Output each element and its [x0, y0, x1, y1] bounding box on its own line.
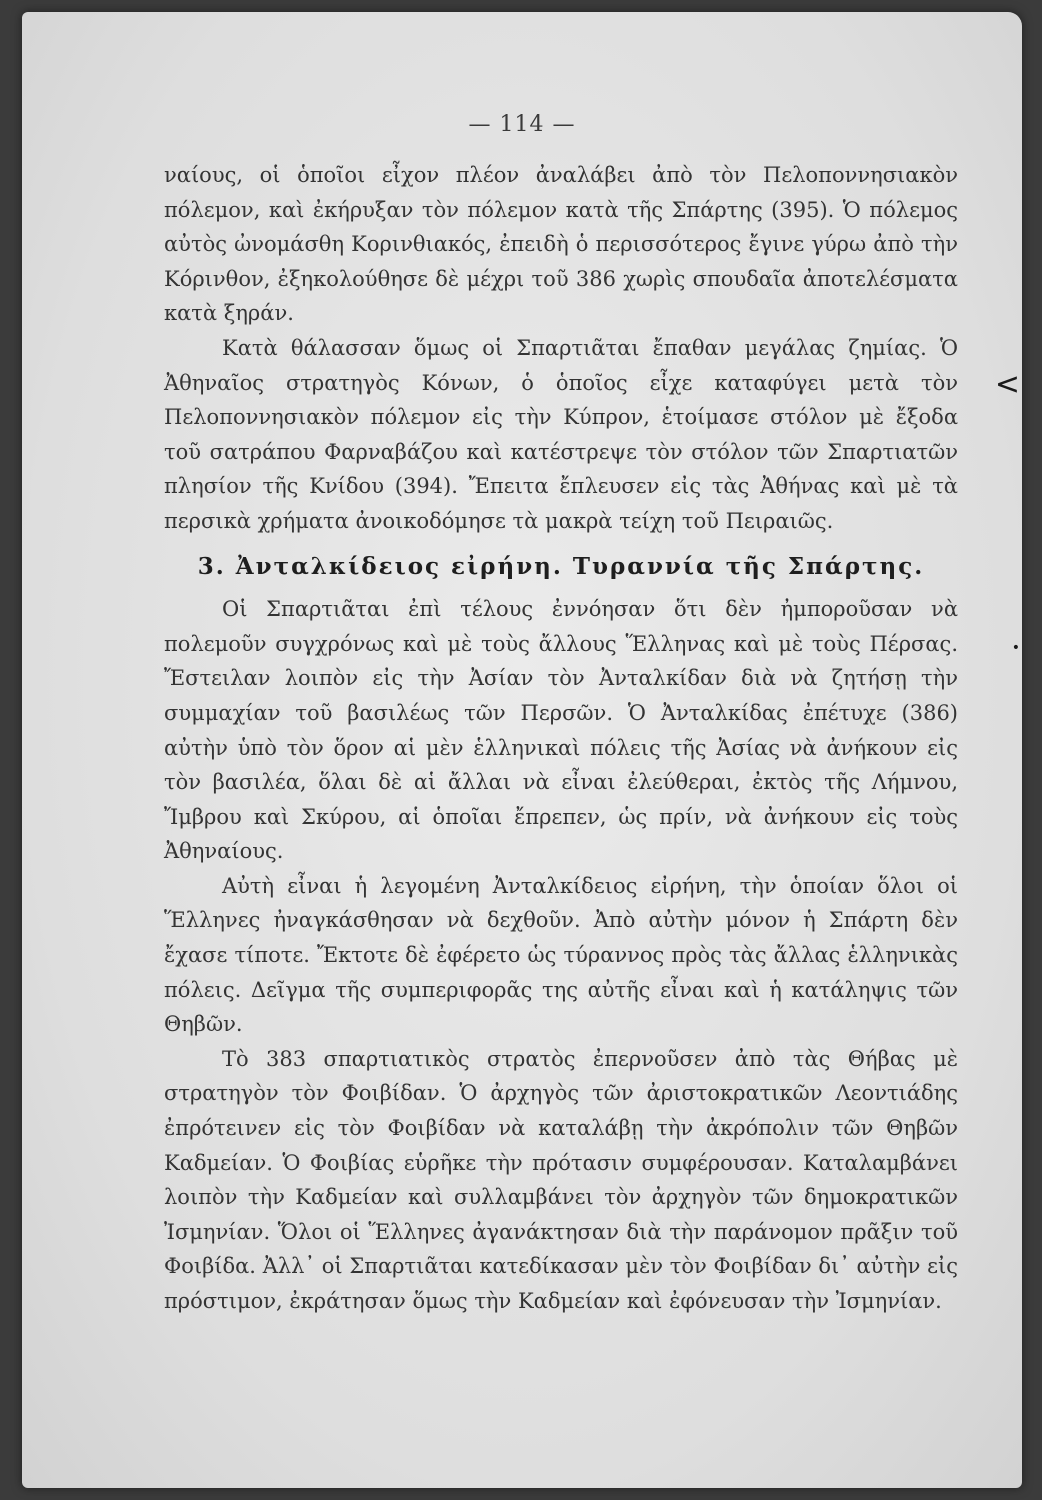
paragraph-5: Τὸ 383 σπαρτιατικὸς στρατὸς ἐπερνοῦσεν ἀπὸ τὰς Θήβας μὲ στρατηγὸν τὸν Φοιβίδαν. Ὁ ἀρχηγὸς τῶν ἀριστοκρατικῶν Λεοντιάδης ἐπρότεινεν εἰς τὸν Φοιβίδαν νὰ καταλάβῃ τὴν ἀκρόπολιν τῶν Θηβῶν Καδμείαν. Ὁ Φοιβίας εὑρῆκε τὴν πρότασιν συμφέρουσαν. Καταλαμβάνει λοιπὸν τὴν Καδμείαν καὶ συλλαμβάνει τὸν ἀρχηγὸν τῶν δημοκρατικῶν Ἰσμηνίαν. Ὅλοι οἱ Ἕλληνες ἀγανάκτησαν διὰ τὴν παράνομον πρᾶξιν τοῦ Φοιβίδα. Ἀλλ᾽ οἱ Σπαρτιᾶται κατεδίκασαν μὲν τὸν Φοιβίδαν δι᾽ αὐτὴν εἰς πρόστιμον, ἐκράτησαν ὅμως τὴν Καδμείαν καὶ ἐφόνευσαν τὴν Ἰσμηνίαν.	[164, 1046, 958, 1313]
margin-mark-angle: <	[994, 367, 1020, 402]
paragraph-2: Κατὰ θάλασσαν ὅμως οἱ Σπαρτιᾶται ἔπαθαν μεγάλας ζημίας. Ὁ Ἀθηναῖος στρατηγὸς Κόνων, ὁ ὁποῖος εἶχε καταφύγει μετὰ τὸν Πελοποννησιακὸν πόλεμον εἰς τὴν Κύπρον, ἑτοίμασε στόλον μὲ ἔξοδα τοῦ σατράπου Φαρναβάζου καὶ κατέστρεψε τὸν στόλον τῶν Σπαρτιατῶν πλησίον τῆς Κνίδου (394). Ἔπειτα ἔπλευσεν εἰς τὰς Ἀθήνας καὶ μὲ τὰ περσικὰ χρήματα ἀνοικοδόμησε τὰ μακρὰ τείχη τοῦ Πειραιῶς.	[164, 335, 958, 533]
page-number: — 114 —	[468, 112, 576, 137]
paragraph-4: Αὐτὴ εἶναι ἡ λεγομένη Ἀνταλκίδειος εἰρήνη, τὴν ὁποίαν ὅλοι οἱ Ἕλληνες ἠναγκάσθησαν νὰ δεχθοῦν. Ἀπὸ αὐτὴν μόνον ἡ Σπάρτη δὲν ἔχασε τίποτε. Ἔκτοτε δὲ ἐφέρετο ὡς τύραννος πρὸς τὰς ἄλλας ἑλληνικὰς πόλεις. Δεῖγμα τῆς συμπεριφορᾶς της αὐτῆς εἶναι καὶ ἡ κατάληψις τῶν Θηβῶν.	[164, 873, 958, 1037]
paragraph-1: ναίους, οἱ ὁποῖοι εἶχον πλέον ἀναλάβει ἀπὸ τὸν Πελοποννησιακὸν πόλεμον, καὶ ἐκήρυξαν τὸν πόλεμον κατὰ τῆς Σπάρτης (395). Ὁ πόλεμος αὐτὸς ὠνομάσθη Κορινθιακός, ἐπειδὴ ὁ περισσότερος ἔγινε γύρω ἀπὸ τὴν Κόρινθον, ἐξηκολούθησε δὲ μέχρι τοῦ 386 χωρὶς σπουδαῖα ἀποτελέσματα κατὰ ξηράν.	[164, 163, 958, 326]
margin-mark-dot: •	[1011, 640, 1020, 656]
book-page	[22, 12, 1022, 1488]
section-heading: 3. Ἀνταλκίδειος εἰρήνη. Τυραννία τῆς Σπάρτης.	[197, 552, 925, 580]
paragraph-3: Οἱ Σπαρτιᾶται ἐπὶ τέλους ἐννόησαν ὅτι δὲν ἠμποροῦσαν νὰ πολεμοῦν συγχρόνως καὶ μὲ τοὺς ἄλλους Ἕλληνας καὶ μὲ τοὺς Πέρσας. Ἔστειλαν λοιπὸν εἰς τὴν Ἀσίαν τὸν Ἀνταλκίδαν διὰ νὰ ζητήσῃ τὴν συμμαχίαν τοῦ βασιλέως τῶν Περσῶν. Ὁ Ἀνταλκίδας ἐπέτυχε (386) αὐτὴν ὑπὸ τὸν ὅρον αἱ μὲν ἑλληνικαὶ πόλεις τῆς Ἀσίας νὰ ἀνήκουν εἰς τὸν βασιλέα, ὅλαι δὲ αἱ ἄλλαι νὰ εἶναι ἐλεύθεραι, ἐκτὸς τῆς Λήμνου, Ἴμβρου καὶ Σκύρου, αἱ ὁποῖαι ἔπρεπεν, ὡς πρίν, νὰ ἀνήκουν εἰς τοὺς Ἀθηναίους.	[164, 597, 958, 864]
body-text	[164, 158, 958, 1319]
